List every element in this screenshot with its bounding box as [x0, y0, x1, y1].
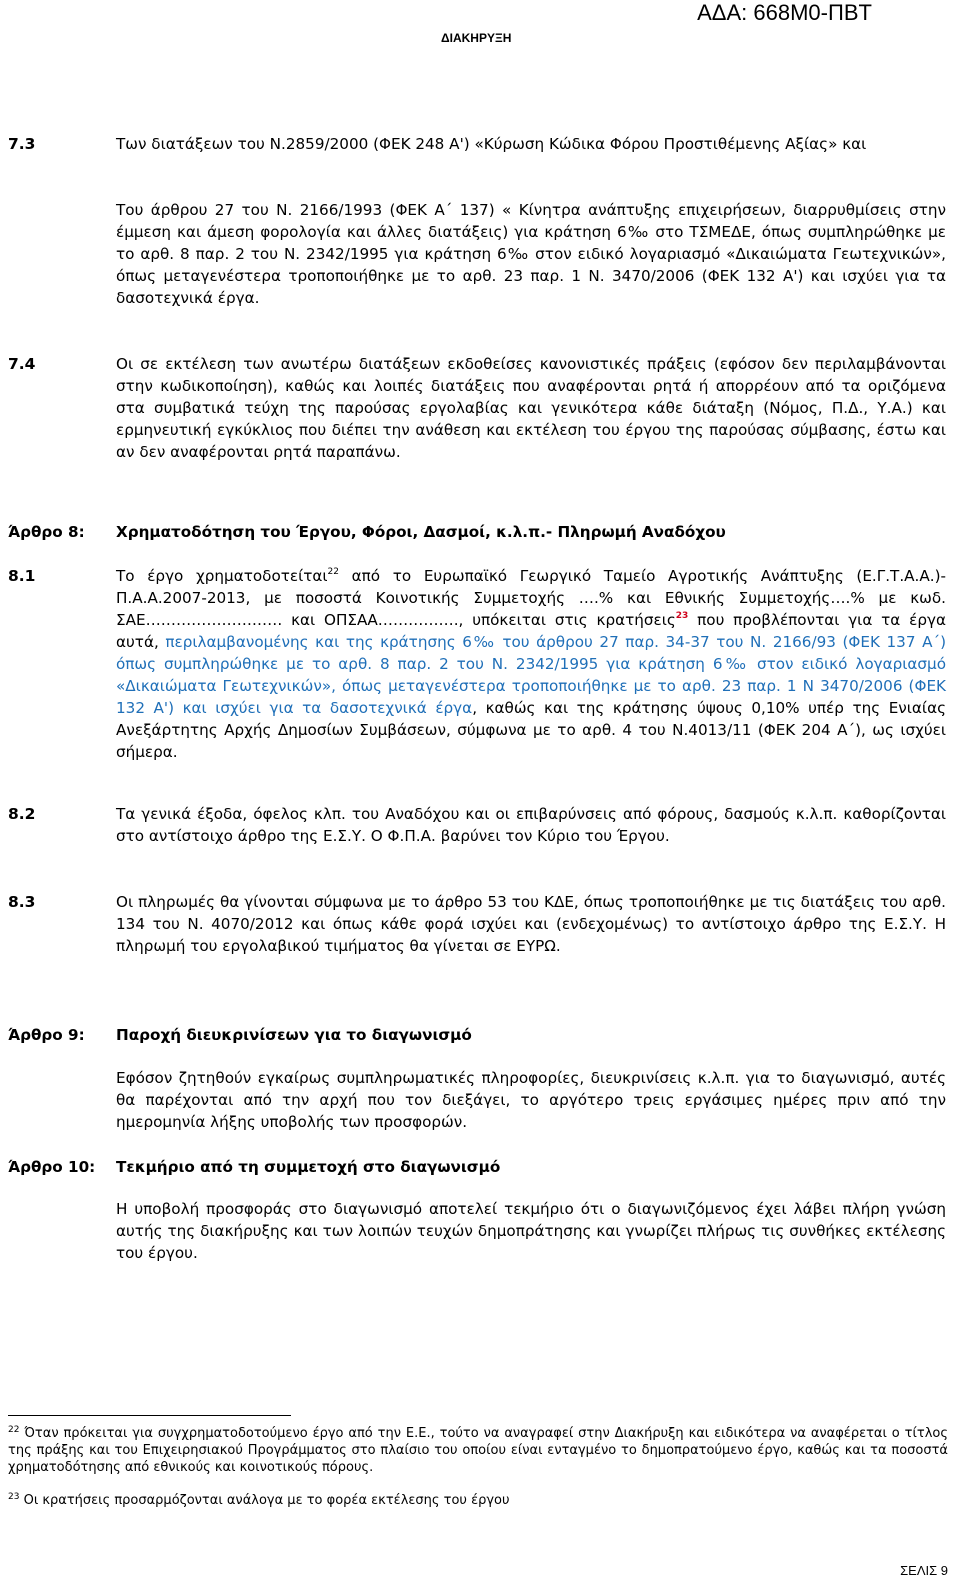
- section-number-8-1: 8.1: [8, 567, 36, 585]
- footnote-23: $^{23}$ Οι κρατήσεις προσαρμόζονται ανάλογα με το φορέα εκτέλεσης του έργου: [8, 1492, 510, 1508]
- article-8-title: Χρηματοδότηση του Έργου, Φόροι, Δασμοί, κ.λ.π.- Πληρωμή Αναδόχου: [116, 523, 726, 541]
- section-8-2-text: Τα γενικά έξοδα, όφελος κλπ. του Αναδόχου και οι επιβαρύνσεις από φόρους, δασμούς κ.λ.π. καθορίζονται στο αντίστοιχο άρθρο της Ε.Σ.Υ. Ο Φ.Π.Α. βαρύνει τον Κύριο του Έργου.: [116, 805, 946, 845]
- article-9-title: Παροχή διευκρινίσεων για το διαγωνισμό: [116, 1026, 472, 1044]
- section-number-8-3: 8.3: [8, 893, 36, 911]
- ada-code: ΑΔΑ: 668Μ0-ΠΒΤ: [697, 0, 872, 25]
- article-9-text: Εφόσον ζητηθούν εγκαίρως συμπληρωματικές πληροφορίες, διευκρινίσεις κ.λ.π. για το διαγωνισμό, αυτές θα παρέχονται από την αρχή που τον διεξάγει, το αργότερο τρεις εργάσιμες ημέρες πριν από την ημερομηνία λήξης υποβολής των προσφορών.: [116, 1069, 946, 1131]
- highlighted-retention-text: περιλαμβανομένης και της κράτησης 6‰ του άρθρου 27 παρ. 34-37 του Ν. 2166/93 (ΦΕΚ 137 Α΄) όπως συμπληρώθηκε με το αρθ. 8 παρ. 2 του Ν. 2342/1995 για κράτηση 6‰ στον ειδικό λογαριασμό «Δικαιώματα Γεωτεχνικών», όπως μεταγενέστερα τροποποιήθηκε με το αρθ. 23 παρ. 1 Ν 3470/2006 (ΦΕΚ 132 Α') και ισχύει για τα δασοτεχνικά έργα: [116, 633, 946, 717]
- section-number-7-3: 7.3: [8, 135, 36, 153]
- section-7-3-line-2: Του άρθρου 27 του Ν. 2166/1993 (ΦΕΚ Α΄ 137) « Κίνητρα ανάπτυξης επιχειρήσεων, διαρρυθμίσεις στην έμμεση και άμεση φορολογία και άλλες διατάξεις) για κράτηση 6‰ στο ΤΣΜΕΔΕ, όπως συμπληρώθηκε με το αρθ. 8 παρ. 2 του Ν. 2342/1995 για κράτηση 6‰ στον ειδικό λογαριασμό «Δικαιώματα Γεωτεχνικών», όπως μεταγενέστερα τροποποιήθηκε με το αρθ. 23 παρ. 1 Ν. 3470/2006 (ΦΕΚ 132 Α') και ισχύει για τα δασοτεχνικά έργα.: [116, 201, 946, 307]
- footnote-separator: [8, 1415, 291, 1416]
- section-8-3-text: Οι πληρωμές θα γίνονται σύμφωνα με το άρθρο 53 του ΚΔΕ, όπως τροποποιήθηκε με τις διατάξεις του αρθ. 134 του Ν. 4070/2012 και όπως κάθε φορά ισχύει και (ενδεχομένως) το αντίστοιχο άρθρο της Ε.Σ.Υ. Η πληρωμή του εργολαβικού τιμήματος θα γίνεται σε ΕΥΡΩ.: [116, 893, 946, 955]
- section-number-8-2: 8.2: [8, 805, 36, 823]
- section-7-3-line-1: Των διατάξεων του Ν.2859/2000 (ΦΕΚ 248 Α') «Κύρωση Κώδικα Φόρου Προστιθέμενης Αξίας» και: [116, 135, 867, 153]
- footnote-ref-23[interactable]: 23: [675, 611, 689, 621]
- footnote-ref-22[interactable]: 22: [327, 567, 339, 577]
- article-10-text: Η υποβολή προσφοράς στο διαγωνισμό αποτελεί τεκμήριο ότι ο διαγωνιζόμενος έχει λάβει πλήρη γνώση αυτής της διακήρυξης και των λοιπών τευχών δημοπράτησης και γνωρίζει πλήρως τις συνθήκες εκτέλεσης του έργου.: [116, 1200, 946, 1262]
- footnote-22: $^{22}$ Όταν πρόκειται για συγχρηματοδοτούμενο έργο από την Ε.Ε., τούτο να αναγραφεί στην Διακήρυξη και ειδικότερα να αναφέρεται ο τίτλος της πράξης και του Επιχειρησιακού Προγράμματος στο πλαίσιο του οποίου είναι ενταγμένο το δημοπρατούμενο έργο, καθώς και τα ποσοστά χρηματοδότησης από εθνικούς και κοινοτικούς πόρους.: [8, 1425, 948, 1475]
- article-9-label: Άρθρο 9:: [8, 1026, 85, 1044]
- section-7-4-text: Οι σε εκτέλεση των ανωτέρω διατάξεων εκδοθείσες κανονιστικές πράξεις (εφόσον δεν περιλαμβάνονται στην κωδικοποίηση), καθώς και λοιπές διατάξεις που αναφέρονται ρητά ή απορρέουν από τα οριζόμενα στα συμβατικά τεύχη της παρούσας εργολαβίας και γενικότερα κάθε διάταξη (Νόμος, Π.Δ., Υ.Α.) και ερμηνευτική εγκύκλιος που διέπει την ανάθεση και εκτέλεση του έργου της παρούσας σύμβασης, έστω και αν δεν αναφέρονται ρητά παραπάνω.: [116, 355, 946, 461]
- article-10-title: Τεκμήριο από τη συμμετοχή στο διαγωνισμό: [116, 1158, 501, 1176]
- page-number: ΣΕΛΙΣ 9: [900, 1563, 948, 1578]
- section-8-1-text: Το έργο χρηματοδοτείται$^{22}$ από το Ευρωπαϊκό Γεωργικό Ταμείο Αγροτικής Ανάπτυξης (Ε.Γ.Τ.Α.Α.)- Π.Α.Α.2007-2013, με ποσοστά Κοινοτικής Συμμετοχής ….% και Εθνικής Συμμετοχής….% με κωδ. ΣΑΕ……………………… και ΟΠΣΑΑ……………., υπόκειται στις κρατήσεις$^{23}$ που προβλέπονται για τα έργα αυτά, περιλαμβανομένης και της κράτησης 6‰ του άρθρου 27 παρ. 34-37 του Ν. 2166/93 (ΦΕΚ 137 Α΄) όπως συμπληρώθηκε με το αρθ. 8 παρ. 2 του Ν. 2342/1995 για κράτηση 6‰ στον ειδικό λογαριασμό «Δικαιώματα Γεωτεχνικών», όπως μεταγενέστερα τροποποιήθηκε με το αρθ. 23 παρ. 1 Ν 3470/2006 (ΦΕΚ 132 Α') και ισχύει για τα δασοτεχνικά έργα, καθώς και της κράτησης ύψους 0,10% υπέρ της Ενιαίας Ανεξάρτητης Αρχής Δημοσίων Συμβάσεων, σύμφωνα με το αρθ. 4 του Ν.4013/11 (ΦΕΚ 204 Α΄), ως ισχύει σήμερα.: [116, 567, 946, 761]
- article-10-label: Άρθρο 10:: [8, 1158, 96, 1176]
- document-type-label: ΔΙΑΚΗΡΥΞΗ: [441, 31, 512, 45]
- section-number-7-4: 7.4: [8, 355, 36, 373]
- article-8-label: Άρθρο 8:: [8, 523, 85, 541]
